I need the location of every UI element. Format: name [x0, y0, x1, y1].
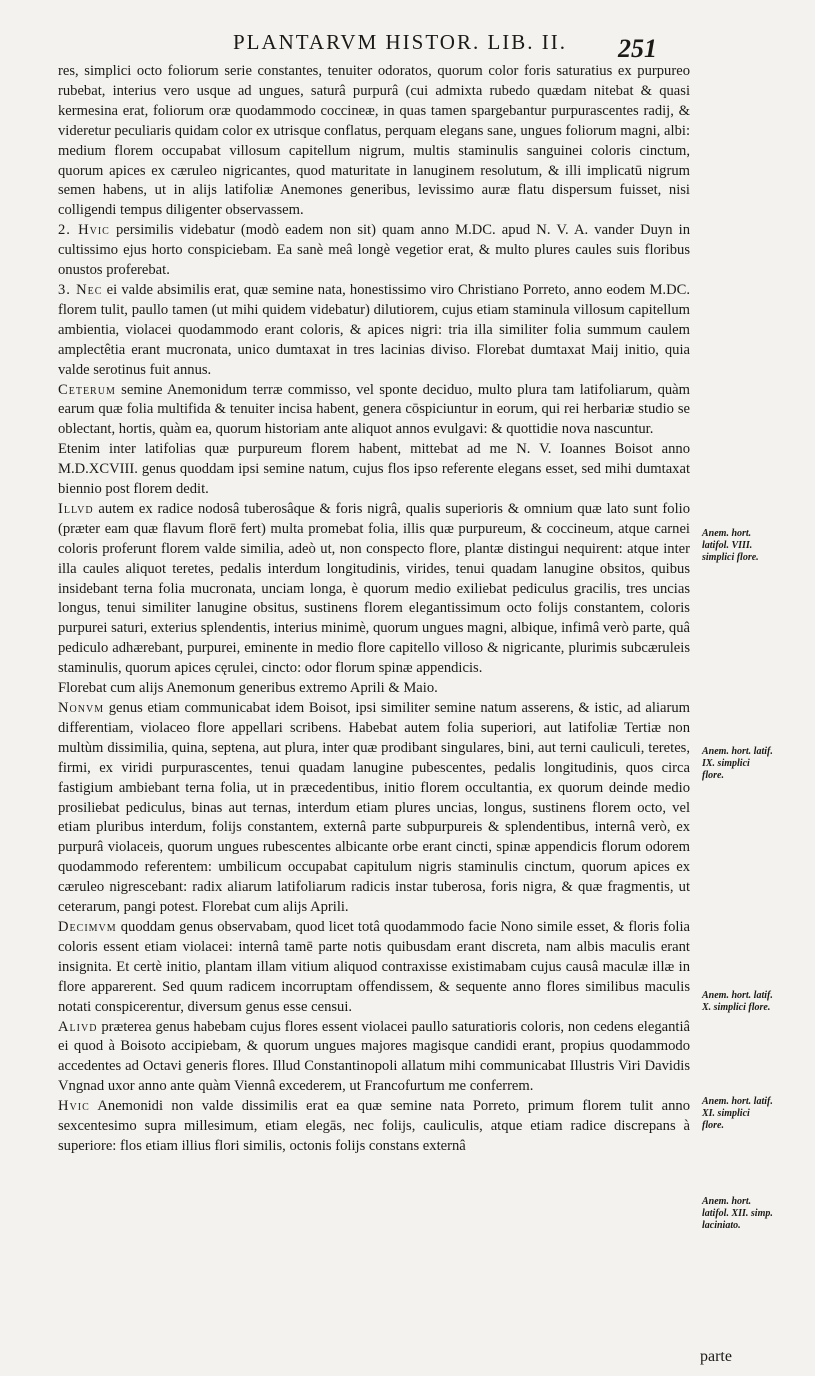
- paragraph-aliud: Alivd præterea genus habebam cujus flores essent violacei paullo saturatioris coloris, non cedens elegantiâ ei quod à Boisoto accipiebam, & quorum ungues majores magisque candidi erant, propius quodammodo accedentes ad Octavi generis flores. Illud Constantinopoli allatum mihi communicabat Illustris Viri Davidis Vngnad uxor anno ante quàm Viennâ excederem, ut Francofurtum me conferrem.: [58, 1018, 690, 1095]
- marginal-note-11: Anem. hort. latif. XI. simplici flore.: [702, 1096, 773, 1131]
- paragraph-nonum: Nonvm genus etiam communicabat idem Boisot, ipsi similiter semine natum asserens, & istic, ad aliarum differentiam, violaceo flore appellari scribens. Habebat autem folia superiori, aut latifoliæ Tertiæ non multùm dissimilia, quina, septena, aut plura, inter quæ prodibant singulares, bini, aut terni cauliculi, teretes, firmi, ex viridi purpurascentes, tenui quadam lanugine pubescentes, pedalis longitudinis, quos circa fastigium ambiebant terna folia, ut in præcedentibus, initio florem occultantia, ex quorum deinde medio prosiliebat pediculus, binas aut ternas, interdum etiam plures uncias, longus, sustinens florem octo, vel etiam pluribus interdum, folijs constantem, externâ parte subpurpureis & splendentibus, internâ verò, ex purpurâ violaceis, quorum ungues rubescentes albicante orbe erant cincti, spinæ appendicis florum odorem quodammodo referentem: umbilicum occupabat capitulum nigris staminulis cinctum, quorum apices ex cæruleo nigrescebant: radix aliarum latifoliarum radicis instar tuberosa, foris nigra, & quæ fragmentis, ut ceterarum, pangi potest. Florebat cum alijs Aprili.: [58, 700, 690, 916]
- marginal-note-12: Anem. hort. latifol. XII. simp. laciniato.: [702, 1196, 773, 1231]
- marginal-note-10: Anem. hort. latif. X. simplici flore.: [702, 990, 773, 1013]
- paragraph-continuation: res, simplici octo foliorum serie constantes, tenuiter odoratos, quorum color foris saturatius ex purpureo rubebat, interius vero usque ad ungues, saturâ purpurâ (cui admixta rubedo quædam nitebat & quasi kermesina erat, foliorum oræ quodammodo coccineæ, in quas tamen spargebantur purpurascentes radij, & videretur peculiaris quidam color ex utrisque conflatus, perquam elegans sane, ungues foliorum magni, albi: medium florem occupabat villosum capitellum nigrum, multis staminulis sanguinei coloris cinctum, quorum apices ex cæruleo nigricantes, quod maturitate in lanuginem resolutum, & illi implicatū nigrum semen habens, ut in alijs latifoliæ Anemones generibus, levissimo auræ flatu dispersum fuisset, nisi colligendi tempus diligenter observassem.: [58, 63, 690, 219]
- catchword: parte: [700, 1348, 732, 1365]
- paragraph-florebat: Florebat cum alijs Anemonum generibus extremo Aprili & Maio.: [58, 680, 438, 697]
- paragraph-illud: Illvd autem ex radice nodosâ tuberosâque & foris nigrâ, qualis superioris & omnium quæ lato sunt folio (præter eam quæ flavum florē fert) multa promebat folia, illis quæ purpureum, & coccineum, atque carnei coloris proferunt florem valde similia, adeò ut, non conspecto flore, plantæ distingui nequirent: atque inter illa caules aliquot teretes, pedalis interdum longitudinis, virides, tenui quadam lanugine obsitos, quibus insidebant terna folia mucronata, unciam longa, è quorum medio exiliebat pediculus gracilis, tres uncias longus, tenui similiter lanugine obsitus, sustinens florem elegantissimum octo folijs constantem, coloris purpurei saturi, exterius splendentis, interius minimè, quorum ungues magni, albique, infimâ verò parte, quâ pediculo adhærebant, purpurei, eminente in medio flore capitello villoso & nigricante, plurimis subcæruleis staminulis, quorum apices cęrulei, cincto: odor florum spinæ appendicis.: [58, 500, 690, 677]
- running-title: PLANTARVM HISTOR. LIB. II.: [232, 30, 568, 54]
- paragraph-etenim: Etenim inter latifolias quæ purpureum florem habent, mittebat ad me N. V. Ioannes Boisot anno M.D.XCVIII. genus quoddam ipsi semine natum, cujus flos ipso referente elegans esset, sed mihi dumtaxat biennio post florem dedit.: [58, 441, 690, 498]
- paragraph-3: 3. Nec ei valde absimilis erat, quæ semine nata, honestissimo viro Christiano Porreto, anno eodem M.DC. florem tulit, paullo tamen (ut mihi quidem videbatur) dilutiorem, cujus etiam staminula villosum capitellum ambientia, violacei quodammodo erant coloris, & apices nigri: tria illa similiter folia summum caulem amplectêtia erant mucronata, unico dumtaxat in tres lacinias diviso. Florebat dumtaxat Maij initio, quia valde serotinus fuit annus.: [58, 281, 690, 378]
- marginal-note-9: Anem. hort. latif. IX. simplici flore.: [702, 746, 773, 781]
- main-text: [58, 62, 690, 1157]
- page-number: 251: [618, 34, 657, 63]
- paragraph-decimum: Decimvm quoddam genus observabam, quod licet totâ quodammodo facie Nono simile esset, & floris folia coloris essent etiam violacei: internâ tamē parte notis quibusdam erant discreta, nam albis maculis erant insignita. Et certè initio, plantam illam vitium aliquod contraxisse existimabam cujus causâ maculæ illæ in flore apparerent. Sed quum radicem incorruptam offendissem, & sequente anno flores similibus maculis notati conspicerentur, diversum genus esse censui.: [58, 918, 690, 1015]
- marginal-note-8: Anem. hort. latifol. VIII. simplici flore.: [702, 528, 759, 563]
- paragraph-huic: Hvic Anemonidi non valde dissimilis erat ea quæ semine nata Porreto, primum florem tulit anno sexcentesimo supra millesimum, etiam elegās, nec folijs, cauliculis, atque etiam radice discrepans à superiore: flos etiam illius flori similis, octonis folijs constans externâ: [58, 1098, 690, 1154]
- paragraph-2: 2. Hvic persimilis videbatur (modò eadem non sit) quam anno M.DC. apud N. V. A. vander Duyn in cultissimo ejus horto conspiciebam. Ea sanè meâ longè vegetior erat, & multo plures caules suis floribus onustos proferebat.: [58, 222, 691, 279]
- paragraph-ceterum: Ceterum semine Anemonidum terræ commisso, vel sponte deciduo, multo plura tam latifoliarum, quàm earum quæ folia multifida & tenuiter incisa habent, genera cōspiciuntur in eorum, qui rei herbariæ studio se oblectant, hortis, quàm ea, quorum historiam ante aliquot annos evulgavi: & quottidie nova nascuntur.: [58, 381, 690, 438]
